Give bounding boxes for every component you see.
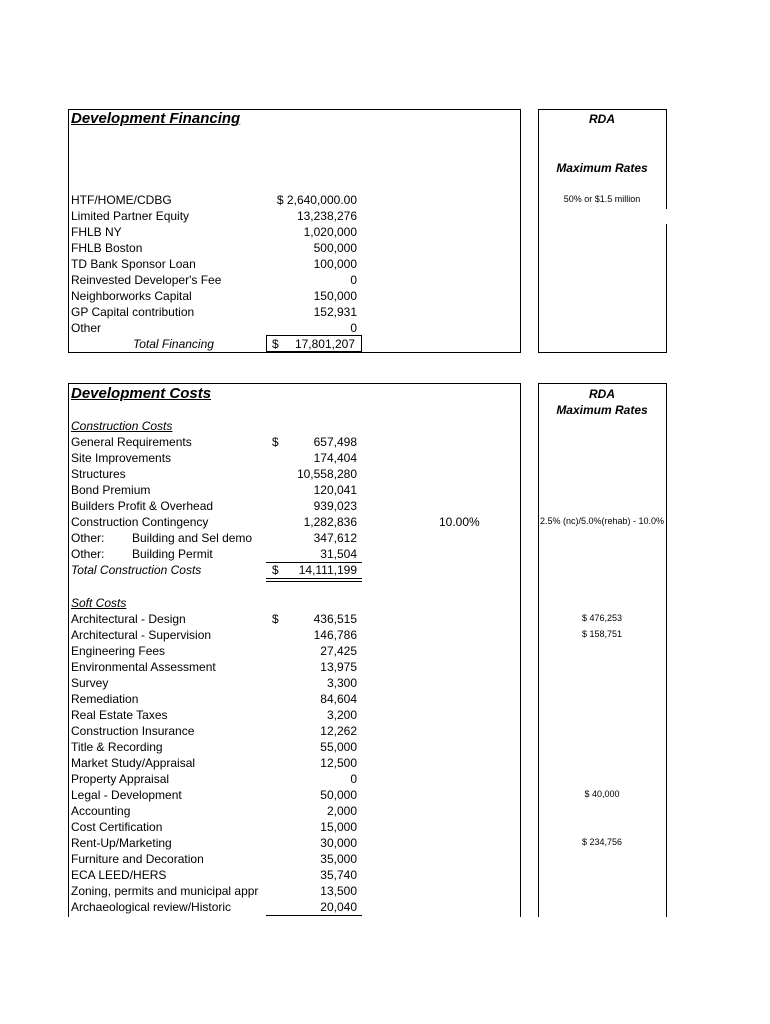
construction-row: [71, 450, 521, 466]
soft-cost-row-label: Rent-Up/Marketing: [71, 836, 172, 850]
soft-costs-heading: Soft Costs: [71, 596, 127, 610]
soft-cost-row-label: Zoning, permits and municipal appr: [71, 884, 259, 898]
financing-rda-bottom-border: [538, 352, 667, 353]
construction-row-label: Other:: [71, 547, 105, 561]
construction-row: [71, 546, 521, 562]
soft-cost-row-label: Construction Insurance: [71, 724, 195, 738]
construction-row-amount: 657,498: [313, 435, 357, 449]
soft-cost-row-max-rate: $ 158,751: [581, 629, 623, 639]
financing-row-max-rate: 50% or $1.5 million: [563, 194, 641, 204]
financing-row-amount: 1,020,000: [303, 225, 357, 239]
construction-total-top-rule: [266, 562, 362, 563]
financing-title: Development Financing: [71, 110, 241, 127]
construction-total-bottom-rule-1: [266, 578, 362, 579]
construction-row: [71, 434, 521, 450]
soft-cost-row-label: Real Estate Taxes: [71, 708, 168, 722]
soft-cost-row-amount: 146,786: [313, 628, 357, 642]
construction-row-label: Builders Profit & Overhead: [71, 499, 214, 513]
soft-cost-row-amount: 13,500: [320, 884, 357, 898]
soft-cost-row-label: Cost Certification: [71, 820, 163, 834]
soft-cost-row: [71, 851, 521, 867]
soft-cost-row-amount: 12,262: [320, 724, 357, 738]
financing-row-amount: 0: [350, 321, 357, 335]
construction-row: [71, 530, 521, 546]
financing-rda-top-border: [538, 109, 667, 110]
construction-row-amount: 347,612: [313, 531, 357, 545]
soft-cost-row: [71, 899, 521, 915]
costs-rda-title: RDA: [589, 387, 615, 401]
construction-total-bottom-rule-2: [266, 581, 362, 582]
construction-row-amount: 120,041: [313, 483, 357, 497]
soft-cost-row: [71, 755, 521, 771]
soft-cost-row: [71, 835, 521, 851]
financing-row: [71, 256, 521, 272]
construction-row-label: Site Improvements: [71, 451, 172, 465]
soft-cost-row-amount: 3,300: [326, 676, 357, 690]
construction-row-amount: 939,023: [313, 499, 357, 513]
financing-row: [71, 288, 521, 304]
soft-cost-row-max-rate: $ 40,000: [584, 789, 620, 799]
construction-row: [71, 482, 521, 498]
construction-row-sublabel: Building Permit: [132, 547, 213, 561]
soft-cost-row: [71, 659, 521, 675]
soft-cost-row: [71, 819, 521, 835]
construction-costs-heading: Construction Costs: [71, 419, 173, 433]
costs-rda-right-border: [666, 383, 667, 917]
soft-cost-row-label: Legal - Development: [71, 788, 182, 802]
construction-row-sublabel: Building and Sel demo: [132, 531, 253, 545]
financing-total-label: Total Financing: [133, 337, 214, 351]
financing-rda-left-border: [538, 109, 539, 353]
financing-row-label: Reinvested Developer's Fee: [71, 273, 222, 287]
soft-cost-row-amount: 0: [350, 772, 357, 786]
soft-cost-row-amount: 30,000: [320, 836, 357, 850]
financing-row: [71, 320, 521, 336]
construction-row-amount: 31,504: [320, 547, 357, 561]
construction-row: [71, 498, 521, 514]
soft-cost-row-label: Market Study/Appraisal: [71, 756, 196, 770]
financing-total-dollar: $: [272, 337, 279, 351]
construction-row-label: General Requirements: [71, 435, 192, 449]
soft-cost-row-label: Title & Recording: [71, 740, 163, 754]
soft-cost-row-amount: 35,740: [320, 868, 357, 882]
soft-cost-row: [71, 803, 521, 819]
construction-row-max-rate: 2.5% (nc)/5.0%(rehab) - 10.0%: [539, 516, 665, 526]
construction-row-amount: 1,282,836: [303, 515, 357, 529]
financing-row-amount: 100,000: [313, 257, 357, 271]
soft-cost-row-amount: 35,000: [320, 852, 357, 866]
financing-row-label: FHLB NY: [71, 225, 122, 239]
financing-row: [71, 240, 521, 256]
soft-cost-row-label: Accounting: [71, 804, 131, 818]
soft-cost-row-amount: 84,604: [320, 692, 357, 706]
soft-cost-row-label: Remediation: [71, 692, 139, 706]
financing-row-label: TD Bank Sponsor Loan: [71, 257, 196, 271]
financing-row: [71, 272, 521, 288]
costs-panel-top-border: [68, 383, 521, 384]
soft-cost-row: [71, 771, 521, 787]
soft-cost-row-amount: 12,500: [320, 756, 357, 770]
soft-cost-row-amount: 3,200: [326, 708, 357, 722]
construction-row-percent: 10.00%: [439, 515, 480, 529]
construction-row: [71, 466, 521, 482]
soft-cost-row: [71, 627, 521, 643]
soft-cost-row-amount: 15,000: [320, 820, 357, 834]
financing-row-amount: 500,000: [313, 241, 357, 255]
soft-cost-row-amount: 50,000: [320, 788, 357, 802]
soft-cost-row: [71, 691, 521, 707]
soft-cost-row-amount: 13,975: [320, 660, 357, 674]
construction-row-label: Bond Premium: [71, 483, 151, 497]
financing-row: [71, 192, 521, 208]
soft-cost-row-dollar-sign: $: [272, 612, 279, 626]
construction-row-amount: 10,558,280: [296, 467, 357, 481]
construction-row-label: Other:: [71, 531, 105, 545]
financing-row-label: Other: [71, 321, 102, 335]
financing-max-rates-title: Maximum Rates: [556, 161, 648, 175]
soft-cost-row-label: Engineering Fees: [71, 644, 166, 658]
costs-rda-top-border: [538, 383, 667, 384]
soft-cost-row-label: ECA LEED/HERS: [71, 868, 167, 882]
soft-cost-row-label: Architectural - Supervision: [71, 628, 212, 642]
construction-row-label: Construction Contingency: [71, 515, 209, 529]
financing-row-label: Neighborworks Capital: [71, 289, 192, 303]
soft-cost-row: [71, 723, 521, 739]
financing-total-amount: 17,801,207: [294, 337, 355, 351]
financing-row-amount: 150,000: [313, 289, 357, 303]
soft-cost-row-label: Environmental Assessment: [71, 660, 216, 674]
soft-cost-row-amount: 27,425: [320, 644, 357, 658]
soft-cost-row-label: Archaeological review/Historic: [71, 900, 232, 914]
soft-cost-row-label: Architectural - Design: [71, 612, 186, 626]
financing-row-label: HTF/HOME/CDBG: [71, 193, 172, 207]
soft-cost-row: [71, 787, 521, 803]
costs-max-rates-title: Maximum Rates: [556, 403, 648, 417]
soft-cost-row-amount: 20,040: [320, 900, 357, 914]
financing-row-amount: 0: [350, 273, 357, 287]
construction-row: [71, 514, 521, 530]
soft-cost-row: [71, 611, 521, 627]
soft-cost-row: [71, 643, 521, 659]
financing-row-amount: 13,238,276: [296, 209, 357, 223]
construction-row-amount: 174,404: [313, 451, 357, 465]
construction-row-dollar-sign: $: [272, 435, 279, 449]
soft-cost-row-amount: 2,000: [326, 804, 357, 818]
construction-total-dollar: $: [272, 563, 279, 577]
soft-cost-row-max-rate: $ 234,756: [581, 837, 623, 847]
construction-total-row: [71, 562, 521, 578]
soft-cost-row: [71, 867, 521, 883]
costs-panel-left-border: [68, 383, 69, 917]
costs-title: Development Costs: [71, 385, 212, 402]
financing-row-label: Limited Partner Equity: [71, 209, 190, 223]
financing-rda-right-border-bottom: [666, 224, 667, 353]
soft-costs-bottom-rule: [266, 915, 362, 916]
financing-rda-right-border-top: [666, 109, 667, 209]
soft-cost-row: [71, 675, 521, 691]
construction-total-amount: 14,111,199: [298, 563, 357, 577]
financing-row-label: FHLB Boston: [71, 241, 143, 255]
financing-row-label: GP Capital contribution: [71, 305, 195, 319]
financing-row-amount: 152,931: [313, 305, 357, 319]
financing-row: [71, 224, 521, 240]
construction-total-label: Total Construction Costs: [71, 563, 202, 577]
soft-cost-row-label: Furniture and Decoration: [71, 852, 204, 866]
soft-cost-row: [71, 739, 521, 755]
soft-cost-row-amount: 436,515: [313, 612, 357, 626]
soft-cost-row: [71, 707, 521, 723]
soft-cost-row-amount: 55,000: [320, 740, 357, 754]
financing-row: [71, 208, 521, 224]
soft-cost-row-label: Property Appraisal: [71, 772, 170, 786]
construction-row-label: Structures: [71, 467, 126, 481]
financing-row-amount: $ 2,640,000.00: [276, 193, 357, 207]
soft-cost-row-max-rate: $ 476,253: [581, 613, 623, 623]
financing-row: [71, 304, 521, 320]
financing-rda-title: RDA: [589, 112, 615, 126]
soft-cost-row: [71, 883, 521, 899]
soft-cost-row-label: Survey: [71, 676, 109, 690]
